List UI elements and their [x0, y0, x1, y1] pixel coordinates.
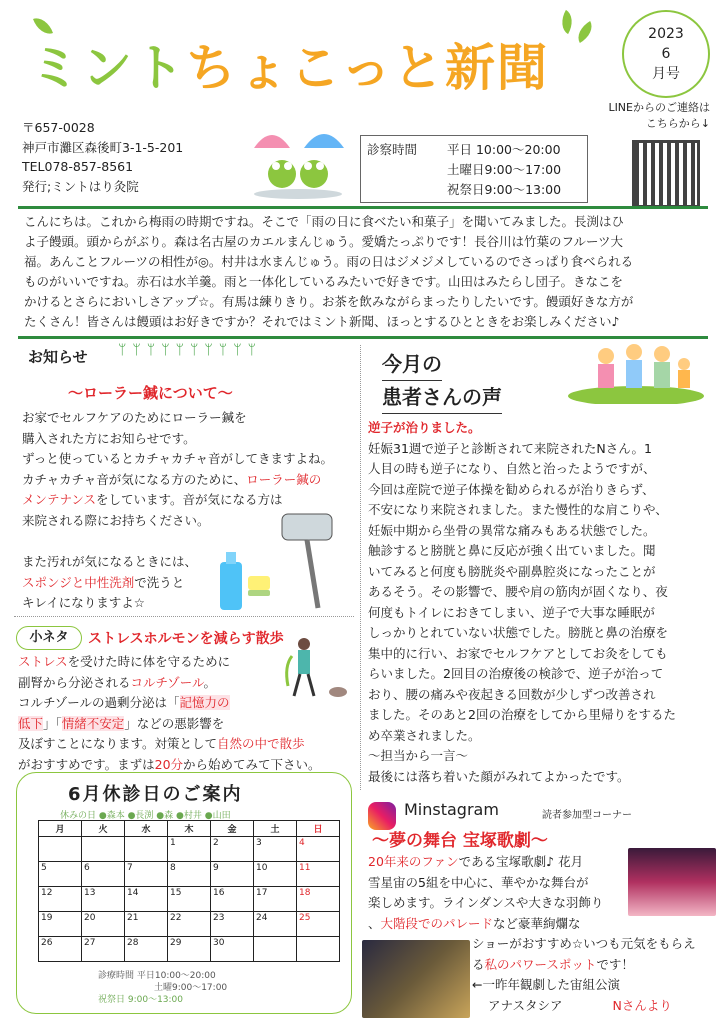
voice-line: 〜担当から一言〜 — [368, 748, 469, 763]
calendar-day-header: 金 — [211, 821, 254, 837]
voice-title-line: 患者さんの声 — [382, 381, 502, 414]
calendar-day-header: 火 — [82, 821, 125, 837]
leaf-icon — [556, 10, 578, 34]
walking-woman-illustration — [282, 636, 354, 702]
calendar-footer-line: 診療時間 平日10:00〜20:00 — [98, 971, 216, 981]
stress-line: コルチゾールの過剰分泌は「 — [18, 695, 180, 710]
calendar-table — [38, 820, 340, 962]
instagram-highlight: 私のパワースポット — [484, 956, 597, 972]
instagram-line: など豪華絢爛な — [493, 915, 581, 931]
hours-label: 診察時間 — [367, 142, 418, 157]
voice-line: 不安になり来院されました。また慢性的な肩こりや、 — [368, 502, 668, 517]
intro-line: ものがいいですね。赤石は水羊羹。雨と一体化しているみたいで好きです。山田はみたらし団子。きなこを — [24, 274, 624, 289]
instagram-highlight: Nさんより — [612, 997, 672, 1013]
voice-line: おり、腰の痛みや夜起きる回数が少しずつ改善され — [368, 686, 656, 702]
issue-year: 2023 — [648, 26, 684, 42]
calendar-footer — [98, 970, 227, 1006]
column-divider — [360, 345, 361, 790]
calendar-cell: 16 — [211, 887, 254, 912]
issue-suffix: 月号 — [652, 66, 680, 82]
voice-line: 今回は産院で逆子体操を勧められるが治りきらず、 — [368, 481, 655, 497]
calendar-cell: 15 — [168, 887, 211, 912]
voice-line: しっかりとれていない状態でした。膀胱と鼻の治療を — [368, 625, 669, 640]
calendar-day-header: 土 — [254, 821, 297, 837]
stress-highlight: 情緒不安定 — [61, 715, 125, 731]
takarazuka-title: 〜夢の舞台 宝塚歌劇〜 — [372, 831, 548, 851]
calendar-cell: 27 — [82, 937, 125, 962]
stress-line: 副腎から分泌される — [18, 674, 131, 690]
calendar-legend: 休みの日 ●森本 ●長渕 ●森 ●村井 ●山田 — [60, 811, 231, 821]
line-note-text: LINEからのご連絡は — [608, 101, 710, 114]
voice-line: らいました。2回目の治療後の検診で、逆子が治って — [368, 666, 664, 681]
calendar-footer-line: 祝祭日 9:00〜13:00 — [98, 995, 184, 1005]
notice-line: 来院される際にお持ちください。 — [22, 512, 210, 528]
calendar-cell — [39, 837, 82, 862]
calendar-cell: 26 — [39, 937, 82, 962]
notice-line: また汚れが気になるときには、 — [22, 554, 198, 569]
stress-line: 」などの悪影響を — [124, 715, 225, 731]
instagram-line: です！ — [596, 956, 634, 972]
calendar-cell: 13 — [82, 887, 125, 912]
stress-line: から始めてみて下さい。 — [183, 756, 321, 772]
instagram-name: Minstagram — [404, 800, 499, 819]
address-block — [22, 118, 183, 196]
calendar-cell — [125, 837, 168, 862]
family-illustration — [566, 340, 706, 404]
calendar-cell: 11 — [297, 862, 340, 887]
calendar-cell: 28 — [125, 937, 168, 962]
calendar-cell: 23 — [211, 912, 254, 937]
voice-line: 触診すると膀胱と鼻に反応が強く出ていました。聞 — [368, 543, 656, 558]
calendar-day-header: 日 — [297, 821, 340, 837]
sprouts-decoration: ᛘᛘᛘᛘᛘᛘᛘᛘᛘᛘ — [118, 342, 262, 358]
divider — [18, 206, 708, 209]
stress-line: 。 — [203, 674, 217, 690]
hours-row: 土曜日9:00〜17:00 — [447, 162, 562, 177]
hours-row: 祝祭日9:00〜13:00 — [447, 182, 562, 197]
intro-line: たくさん！皆さんは饅頭はお好きですか？それではミント新聞、ほっとするひとときをお楽しみください♪ — [24, 314, 620, 329]
intro-text — [24, 212, 700, 332]
notice-line: 購入された方にお知らせです。 — [22, 430, 196, 446]
calendar-cell: 12 — [39, 887, 82, 912]
voice-body — [368, 418, 706, 787]
instagram-highlight: 大階段でのパレード — [380, 915, 494, 931]
instagram-line: ショーがおすすめ☆いつも元気をもらえ — [472, 936, 696, 951]
detergent-illustration — [214, 548, 274, 614]
stress-title: ストレスホルモンを減らす散歩 — [88, 631, 284, 647]
notice-line: お家でセルフケアのためにローラー鍼を — [22, 410, 247, 425]
voice-line: 妊娠31週で逆子と診断されて来院されたNさん。1 — [368, 440, 652, 456]
hours-row: 平日 10:00〜20:00 — [447, 142, 561, 157]
postal-code: 〒657-0028 — [22, 120, 95, 135]
calendar-cell: 7 — [125, 862, 168, 887]
calendar-cell — [297, 937, 340, 962]
line-note — [598, 100, 710, 132]
intro-line: こんにちは。これから梅雨の時期ですね。そこで「雨の日に食べたい和菓子」を聞いてみました。長渕はひ — [24, 214, 625, 229]
calendar-cell: 14 — [125, 887, 168, 912]
intro-line: 福。あんことフルーツの相性が◎。村井は水まんじゅう。雨の日はジメジメしているのでさっぱり食べられる — [24, 254, 634, 269]
poster-photo — [362, 940, 470, 1018]
calendar-cell: 22 — [168, 912, 211, 937]
calendar-cell: 5 — [39, 862, 82, 887]
calendar-cell: 25 — [297, 912, 340, 937]
calendar-cell: 18 — [297, 887, 340, 912]
calendar-cell: 17 — [254, 887, 297, 912]
voice-line: 最後には落ち着いた顔がみれてよかったです。 — [368, 768, 630, 784]
calendar-cell: 30 — [211, 937, 254, 962]
koneta-badge: 小ネタ — [16, 626, 82, 650]
leaf-icon — [573, 21, 597, 43]
voice-title — [382, 348, 502, 414]
calendar-cell: 6 — [82, 862, 125, 887]
calendar-cell: 10 — [254, 862, 297, 887]
voice-line: 人目の時も逆子になり、自然と治ったようですが、 — [368, 461, 656, 476]
calendar-cell — [82, 837, 125, 862]
calendar-footer-line: 土曜9:00〜17:00 — [154, 983, 228, 993]
voice-line: いてみると何度も膀胱炎や副鼻腔炎になったことが — [368, 563, 656, 579]
calendar-cell: 4 — [297, 837, 340, 862]
stress-highlight: ストレス — [18, 654, 68, 669]
notice-highlight: ローラー鍼の — [246, 471, 322, 487]
qr-code[interactable] — [632, 140, 700, 208]
notice-highlight: メンテナンス — [22, 492, 97, 507]
roller-title: 〜ローラー鍼について〜 — [68, 384, 233, 402]
roller-needle-illustration — [278, 512, 342, 612]
publisher: 発行;ミントはり灸院 — [22, 178, 139, 194]
calendar-cell: 3 — [254, 837, 297, 862]
voice-line: 何度もトイレにおきてしまい、逆子で大事な睡眠が — [368, 604, 655, 620]
instagram-line: ←一昨年観劇した宙組公演 — [472, 977, 620, 992]
stress-line: を受けた時に体を守るために — [67, 654, 231, 669]
instagram-line: である宝塚歌劇♪ 花月 — [458, 854, 584, 869]
stress-highlight: コルチゾール — [130, 674, 204, 690]
street-address: 神戸市灘区森後町3-1-5-201 — [22, 139, 184, 155]
instagram-line: 雪星宙の5組を中心に、華やかな舞台が — [368, 874, 589, 890]
voice-line: め卒業されました。 — [368, 727, 481, 743]
calendar-cell: 24 — [254, 912, 297, 937]
calendar-cell: 9 — [211, 862, 254, 887]
voice-line: あるそう。その影響で、腰や肩の筋肉が固くなり、夜 — [368, 584, 668, 599]
calendar-cell: 29 — [168, 937, 211, 962]
line-note-text: こちらから↓ — [645, 117, 710, 130]
voice-line: 集中的に行い、お家でセルフケアとしてお灸をしても — [368, 645, 668, 661]
instagram-line: 楽しめます。ラインダンスや大きな羽飾り — [368, 895, 604, 910]
intro-line: かけるとさらにおいしさアップ☆。有馬は練りきり。お茶を飲みながらまったりしたいです。饅頭好きな方が — [24, 294, 634, 309]
notice-line: をしています。音が気になる方は — [96, 492, 283, 507]
calendar-cell — [254, 937, 297, 962]
voice-line: 妊娠中期から坐骨の異常な痛みもある状態でした。 — [368, 522, 656, 538]
hours-box — [360, 135, 588, 203]
calendar-day-header: 水 — [125, 821, 168, 837]
stress-highlight: 記憶力の — [179, 695, 230, 710]
stress-highlight: 20分 — [154, 756, 184, 772]
voice-title-line: 今月の — [382, 348, 442, 381]
calendar-day-header: 木 — [168, 821, 211, 837]
calendar-cell: 20 — [82, 912, 125, 937]
intro-line: よ子饅頭。頭からがぶり。森は名古屋のカエルまんじゅう。愛嬌たっぷりです！長谷川は竹葉のフルーツ大 — [24, 234, 624, 249]
notice-title: お知らせ — [28, 348, 88, 366]
divider — [18, 336, 708, 339]
instagram-line: 、 — [368, 915, 381, 931]
stress-highlight: 自然の中で散歩 — [217, 736, 305, 751]
notice-line: ずっと使っているとカチャカチャ音がしてきますよね。 — [22, 451, 334, 466]
calendar-title: 6月休診日のご案内 — [68, 784, 243, 805]
voice-line: ました。そのあと2回の治療をしてから里帰りをするた — [368, 707, 676, 722]
stress-line: がおすすめです。まずは — [18, 756, 155, 772]
stress-highlight: 低下 — [18, 715, 44, 731]
voice-heading: 逆子が治りました。 — [368, 420, 481, 435]
instagram-note: 読者参加型コーナー — [542, 810, 632, 821]
stress-line: 」「 — [43, 715, 62, 731]
calendar-cell: 8 — [168, 862, 211, 887]
instagram-highlight: 20年来のファン — [368, 854, 459, 869]
instagram-line: る — [472, 956, 485, 972]
calendar-cell: 21 — [125, 912, 168, 937]
section-divider — [14, 616, 354, 617]
calendar-cell: 1 — [168, 837, 211, 862]
instagram-line: アナスタシア — [488, 997, 563, 1013]
issue-badge — [622, 10, 710, 98]
calendar-day-header: 月 — [39, 821, 82, 837]
notice-line: カチャカチャ音が気になる方のために、 — [22, 471, 247, 487]
issue-month: 6 — [661, 46, 671, 62]
calendar-cell: 19 — [39, 912, 82, 937]
stress-line: 及ぼすことになります。対策として — [18, 736, 218, 751]
notice-line: キレイになりますよ☆ — [22, 595, 145, 610]
notice-line: で洗うと — [134, 574, 185, 590]
phone-number: TEL078-857-8561 — [22, 159, 134, 174]
umbrella-frogs-illustration — [244, 118, 350, 202]
masthead-title: ミントちょこっと新聞 — [30, 39, 549, 97]
calendar-cell: 2 — [211, 837, 254, 862]
notice-highlight: スポンジと中性洗剤 — [22, 574, 135, 590]
